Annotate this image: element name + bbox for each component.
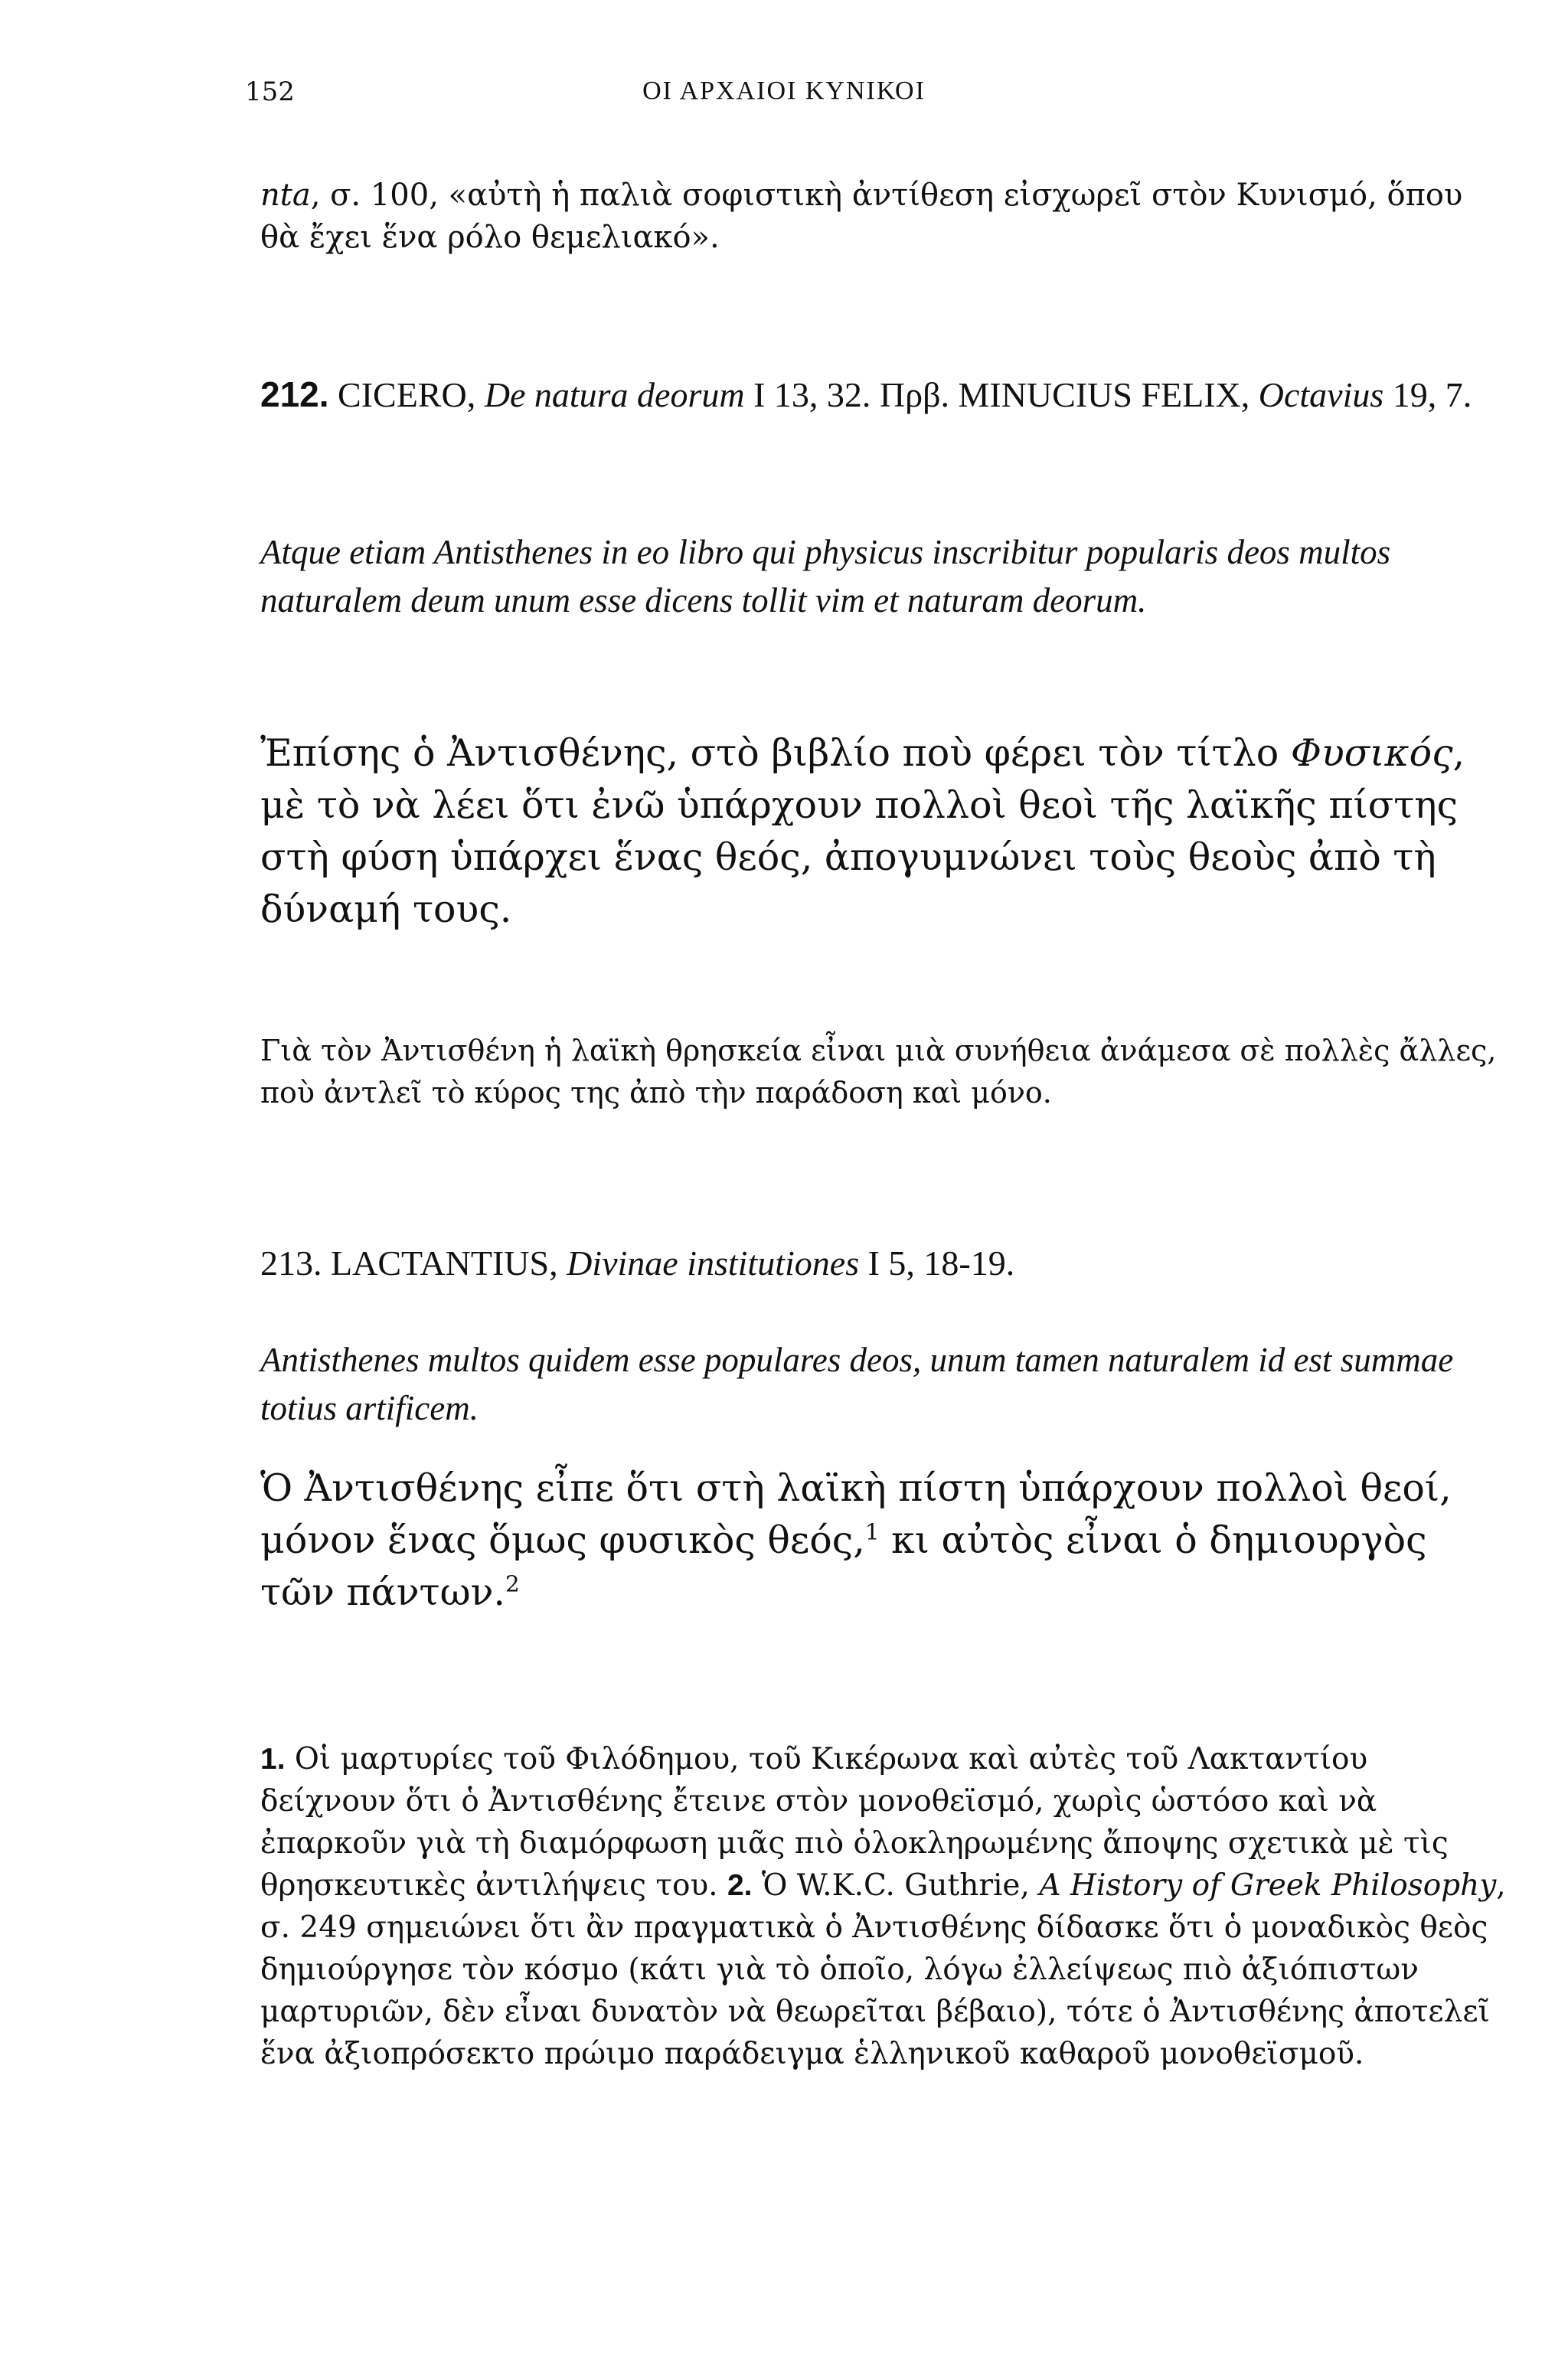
fragment-213-work-title: Divinae institutiones (567, 1243, 860, 1283)
translation-part-2: , μὲ τὸ νὰ λέει ὅτι ἐνῶ ὑπάρχουν πολλοὶ θεοὶ τῆς λαϊκῆς πίστης στὴ φύση ὑπάρχει ἕνας θεός, ἀπογυμνώνει τοὺς θεοὺς ἀπὸ τὴ δύναμή τους. (260, 731, 1465, 931)
continuation-text: , σ. 100, «αὐτὴ ἡ παλιὰ σοφιστικὴ ἀντίθεση εἰσχωρεῖ στὸν Κυνισμό, ὅπου θὰ ἔχει ἕνα ρόλο θεμελιακό». (260, 178, 1463, 255)
fragment-213-number: 213. (260, 1243, 322, 1283)
continuation-italic-fragment: nta (260, 178, 311, 213)
fragment-213-reference: I 5, 18-19. (859, 1243, 1015, 1283)
fragment-213-latin-text: Antisthenes multos quidem esse populares deos, unum tamen naturalem id est summae totius artificem. (260, 1341, 1454, 1427)
translation-part-1: Ἐπίσης ὁ Ἀντισθένης, στὸ βιβλίο ποὺ φέρει τὸν τίτλο (260, 731, 1291, 775)
footnote-2-text-a: Ὁ W.K.C. Guthrie, (752, 1868, 1040, 1903)
footnote-ref-1[interactable]: 1 (864, 1518, 880, 1545)
fragment-213-author: LACTANTIUS, (322, 1243, 567, 1283)
fragment-213-greek-translation (260, 1462, 1508, 1619)
footnote-2-number: 2. (727, 1869, 753, 1902)
fragment-212-reference: I 13, 32. Πρβ. MINUCIUS FELIX, (744, 375, 1259, 414)
fragment-212-work-title: De natura deorum (484, 375, 745, 414)
footnote-continuation (260, 175, 1508, 259)
footnotes (260, 1738, 1508, 2075)
footnote-1-text: Οἱ μαρτυρίες τοῦ Φιλόδημου, τοῦ Κικέρωνα καὶ αὐτὲς τοῦ Λακταντίου δείχνουν ὅτι ὁ Ἀντισθένης ἔτεινε στὸν μονοθεϊσμό, χωρὶς ὡστόσο καὶ νὰ ἐπαρκοῦν γιὰ τὴ διαμόρφωση μιᾶς πιὸ ὁλοκληρωμένης ἄποψης σχετικὰ μὲ τὶς θρησκευτικὲς ἀντιλήψεις του. (260, 1742, 1449, 1903)
book-title-physikos: Φυσικός (1290, 731, 1453, 775)
fragment-212-latin-text: Atque etiam Antisthenes in eo libro qui physicus inscribitur popularis deos multos naturalem deum unum esse dicens tollit vim et naturam deorum. (260, 533, 1391, 619)
fragment-212-second-work: Octavius (1258, 375, 1384, 414)
fragment-212-commentary: Γιὰ τὸν Ἀντισθένη ἡ λαϊκὴ θρησκεία εἶναι μιὰ συνήθεια ἀνάμεσα σὲ πολλὲς ἄλλες, ποὺ ἀντλεῖ τὸ κύρος της ἀπὸ τὴν παράδοση καὶ μόνο. (260, 1034, 1497, 1110)
footnote-1-number: 1. (260, 1743, 286, 1776)
fragment-212-greek-translation (260, 727, 1508, 936)
translation-part-1: Ὁ Ἀντισθένης εἶπε ὅτι στὴ λαϊκὴ πίστη ὑπάρχουν πολλοὶ θεοί, μόνον ἕνας ὅμως φυσικὸς θεός, (260, 1466, 1452, 1562)
cited-book-title: A History of Greek Philosophy (1039, 1868, 1497, 1903)
fragment-212-number: 212. (260, 374, 329, 414)
fragment-212-second-reference: 19, 7. (1383, 375, 1472, 414)
fragment-212-author: CICERO, (328, 375, 485, 414)
footnote-2-text-b: , σ. 249 σημειώνει ὅτι ἂν πραγματικὰ ὁ Ἀντισθένης δίδασκε ὅτι ὁ μοναδικὸς θεὸς δημιούργησε τὸν κόσμο (κάτι γιὰ τὸ ὁποῖο, λόγω ἐλλείψεως πιὸ ἀξιόπιστων μαρτυριῶν, δὲν εἶναι δυνατὸν νὰ θεωρεῖται βέβαιο), τότε ὁ Ἀντισθένης ἀποτελεῖ ἕνα ἀξιοπρόσεκτο πρώιμο παράδειγμα ἑλληνικοῦ καθαροῦ μονοθεϊσμοῦ. (260, 1868, 1506, 2071)
footnote-ref-2[interactable]: 2 (505, 1570, 520, 1597)
translation-part-2: κι αὐτὸς εἶναι ὁ δημιουργὸς τῶν πάντων. (260, 1518, 1427, 1614)
running-title: ΟΙ ΑΡΧΑΙΟΙ ΚΥΝΙΚΟΙ (642, 77, 926, 105)
page-number: 152 (245, 77, 295, 107)
fragment-213-heading (260, 1240, 1508, 1286)
fragment-212-heading (260, 371, 1568, 418)
